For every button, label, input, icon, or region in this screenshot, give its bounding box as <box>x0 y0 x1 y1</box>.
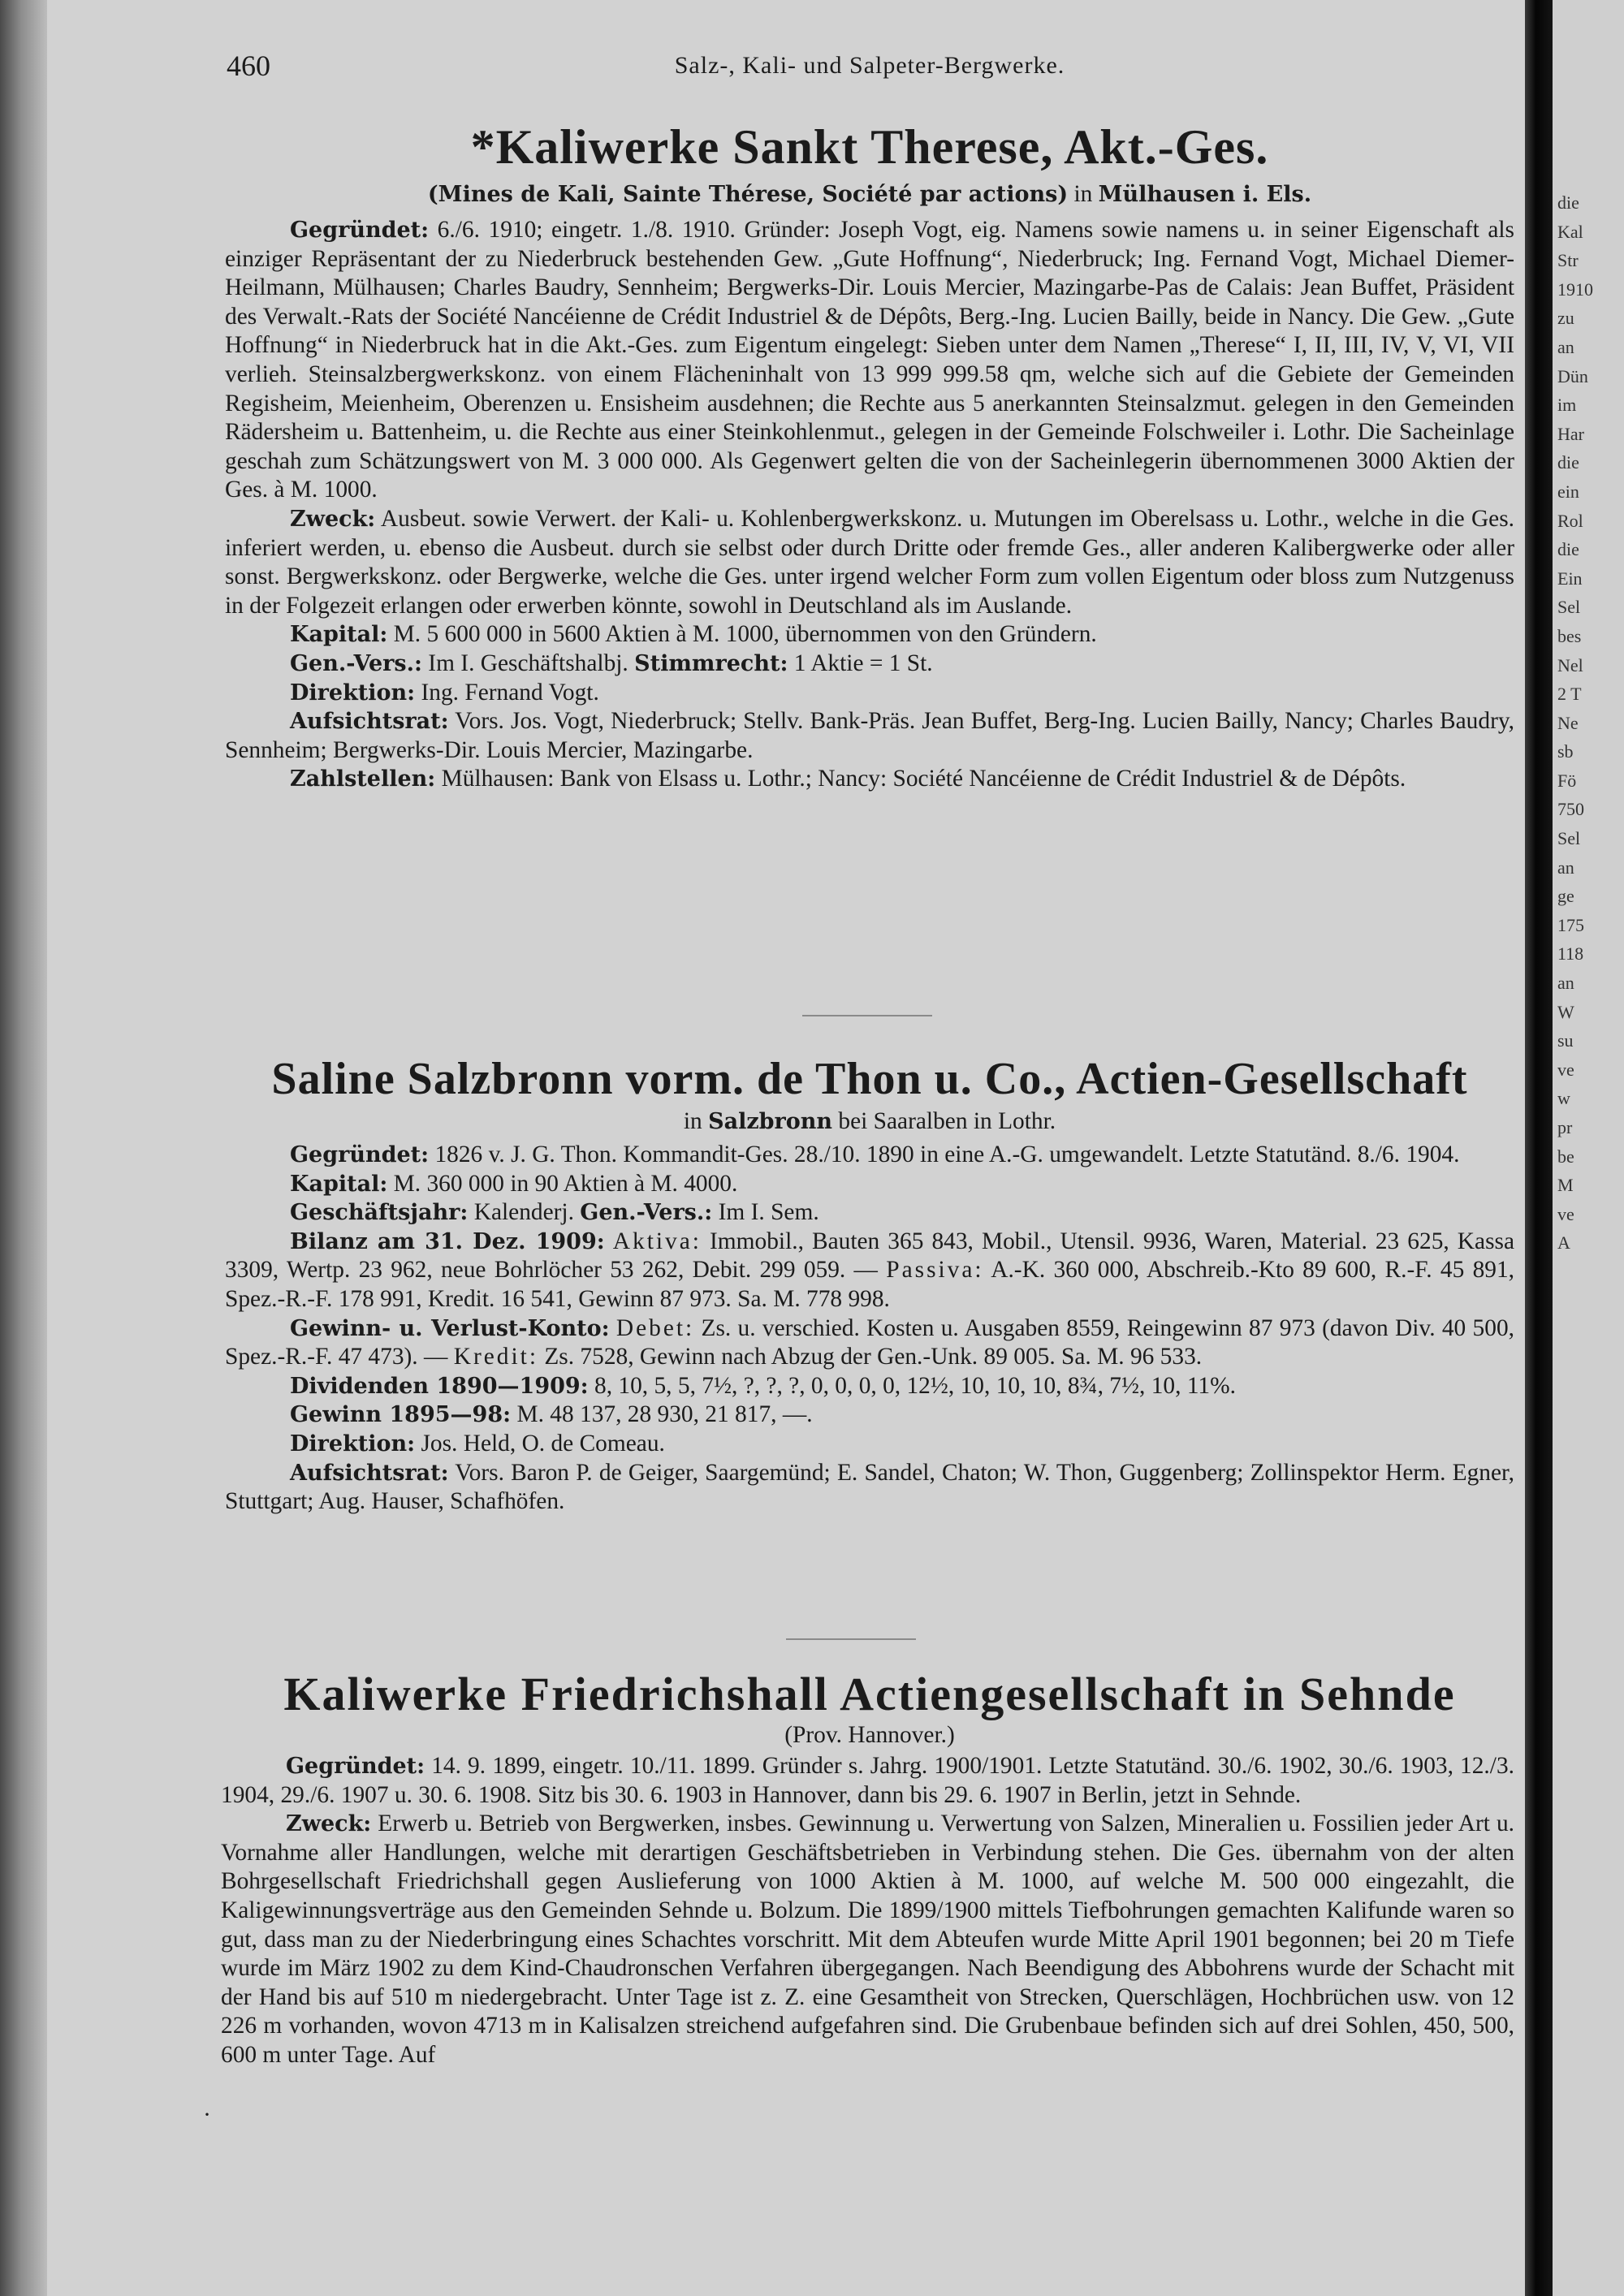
next-page-text-fragment: die Kal Str 1910 zu an Dün im Har die ein Rol die Ein Sel bes Nel 2 T Ne sb Fö 750 Sel an ge 175 118 an W su ve w pr be M ve A <box>1557 192 1593 1254</box>
company-body-kaliwerke-sankt-therese <box>225 216 1514 794</box>
entry-gen-vers: Gen.-Vers.: Im I. Geschäftshalbj. Stimmrecht: 1 Aktie = 1 St. <box>290 650 933 676</box>
entry-direktion: Direktion: Jos. Held, O. de Comeau. <box>290 1430 665 1457</box>
entry-kapital: Kapital: M. 360 000 in 90 Aktien à M. 4000. <box>290 1170 738 1197</box>
running-head <box>225 49 1514 81</box>
book-binding-edge <box>0 0 47 2296</box>
entry-dividenden: Dividenden 1890—1909: 8, 10, 5, 5, 7½, ?, ?, ?, 0, 0, 0, 0, 12½, 10, 10, 10, 8¾, 7½, 10, 11%. <box>290 1372 1236 1399</box>
entry-gegruendet: Gegründet: 1826 v. J. G. Thon. Kommandit-Ges. 28./10. 1890 in eine A.-G. umgewandelt. Letzte Statutänd. 8./6. 1904. <box>290 1142 1460 1167</box>
entry-aufsichtsrat: Aufsichtsrat: Vors. Baron P. de Geiger, Saargemünd; E. Sandel, Chaton; W. Thon, Guggenberg; Zollinspektor Herm. Egner, Stuttgart; Aug. Hauser, Schafhöfen. <box>225 1459 1514 1515</box>
entry-bilanz: Bilanz am 31. Dez. 1909: Aktiva: Immobil., Bauten 365 843, Mobil., Utensil. 9936, Waren, Material. 23 625, Kassa 3309, Wertp. 23 962, neue Bohrlöcher 53 262, Debit. 299 059. — Passiva: A.-K. 360 000, Abschreib.-Kto 89 600, R.-F. 45 891, Spez.-R.-F. 178 991, Kredit. 16 541, Gewinn 87 973. Sa. M. 778 998. <box>225 1228 1514 1312</box>
entry-aufsichtsrat: Aufsichtsrat: Vors. Jos. Vogt, Niederbruck; Stellv. Bank-Präs. Jean Buffet, Berg-Ing. Lucien Bailly, Nancy; Charles Baudry, Sennheim; Bergwerks-Dir. Louis Mercier, Mazingarbe. <box>225 708 1514 763</box>
entry-kapital: Kapital: M. 5 600 000 in 5600 Aktien à M. 1000, übernommen von den Gründern. <box>290 621 1097 648</box>
company-subtitle-saline-salzbronn: in Salzbronn bei Saaralben in Lothr. <box>683 1108 1056 1134</box>
margin-mark: · <box>203 2101 211 2128</box>
company-seat: Salzbronn <box>708 1109 833 1134</box>
entry-geschaeftsjahr: Geschäftsjahr: Kalenderj. Gen.-Vers.: Im I. Sem. <box>290 1199 819 1226</box>
entry-gewinn: Gewinn 1895—98: M. 48 137, 28 930, 21 817, —. <box>290 1401 813 1428</box>
company-title-kaliwerke-friedrichshall: Kaliwerke Friedrichshall Actiengesellschaft in Sehnde <box>283 1668 1456 1720</box>
company-title-kaliwerke-sankt-therese: *Kaliwerke Sankt Therese, Akt.-Ges. <box>470 120 1269 174</box>
running-title: Salz-, Kali- und Salpeter-Bergwerke. <box>674 52 1065 79</box>
section-divider <box>802 1015 932 1016</box>
company-body-kaliwerke-friedrichshall <box>221 1752 1514 2070</box>
book-gutter <box>1525 0 1553 2296</box>
company-title-saline-salzbronn: Saline Salzbronn vorm. de Thon u. Co., Actien-Gesellschaft <box>271 1054 1468 1104</box>
entry-zahlstellen: Zahlstellen: Mülhausen: Bank von Elsass u. Lothr.; Nancy: Société Nancéienne de Crédit Industriel & de Dépôts. <box>290 766 1406 792</box>
entry-zweck: Zweck: Ausbeut. sowie Verwert. der Kali- u. Kohlenbergwerkskonz. u. Mutungen im Oberelsass u. Lothr., welche in die Ges. inferiert werden, u. ebenso die Ausbeut. durch sie selbst oder durch Dritte oder fremde Ges., aller anderen Kalibergwerke oder aller sonst. Bergwerkskonz. oder Bergwerke, welche die Ges. unter irgend welcher Form zum vollen Eigentum oder bloss zum Nutzgenuss in der Folgezeit erlangen oder erwerben könnte, sowohl in Deutschland als im Auslande. <box>225 505 1514 619</box>
page-number: 460 <box>227 50 270 82</box>
company-subtitle-kaliwerke-sankt-therese: (Mines de Kali, Sainte Thérese, Société par actions) in Mülhausen i. Els. <box>427 181 1312 207</box>
company-body-saline-salzbronn <box>225 1141 1514 1517</box>
entry-gegruendet: Gegründet: 14. 9. 1899, eingetr. 10./11. 1899. Gründer s. Jahrg. 1900/1901. Letzte Statutänd. 30./6. 1902, 30./6. 1903, 12./3. 1904, 29./6. 1907 u. 30. 6. 1908. Sitz bis 30. 6. 1903 in Hannover, dann bis 29. 6. 1907 in Berlin, jetzt in Sehnde. <box>221 1753 1514 1808</box>
section-divider <box>786 1638 916 1640</box>
company-alt-name: (Mines de Kali, Sainte Thérese, Société par actions) <box>427 182 1069 207</box>
next-page-edge <box>1553 0 1624 2296</box>
entry-zweck: Zweck: Erwerb u. Betrieb von Bergwerken, insbes. Gewinnung u. Verwertung von Salzen, Mineralien u. Fossilien jeder Art u. Vornahme aller Handlungen, welche mit derartigen Geschäftsbetrieben in Verbindung stehen. Die Ges. übernahm von der alten Bohrgesellschaft Friedrichshall gegen Auslieferung von 1000 Aktien à M. 1000, auf welche M. 500 000 eingezahlt, die Kaligewinnungsverträge aus den Gemeinden Sehnde u. Bolzum. Die 1899/1900 mittels Tiefbohrungen gemachten Kalifunde waren so gut, dass man zu der Niederbringung eines Schachtes vorschritt. Mit dem Abteufen wurde Mitte April 1901 begonnen; bei 20 m Tiefe wurde im März 1902 zu dem Kind-Chaudronschen Verfahren übergegangen. Nach Beendigung des Abbohrens wurde der Schacht mit der Hand bis auf 510 m niedergebracht. Unter Tage ist z. Z. eine Gesamtheit von Strecken, Querschlägen, Hochbrüchen usw. von 12 226 m vorhanden, wovon 4713 m in Kalisalzen streichend aufgefahren sind. Die Grubenbaue befinden sich auf drei Sohlen, 450, 500, 600 m unter Tage. Auf <box>221 1810 1514 2068</box>
entry-gewinn-verlust-konto: Gewinn- u. Verlust-Konto: Debet: Zs. u. verschied. Kosten u. Ausgaben 8559, Reingewinn 87 973 (davon Div. 40 500, Spez.-R.-F. 47 473). — Kredit: Zs. 7528, Gewinn nach Abzug der Gen.-Unk. 89 005. Sa. M. 96 533. <box>225 1314 1514 1370</box>
company-subtitle-kaliwerke-friedrichshall: (Prov. Hannover.) <box>784 1722 955 1748</box>
entry-gegruendet: Gegründet: 6./6. 1910; eingetr. 1./8. 1910. Gründer: Joseph Vogt, eig. Namens sowie namens u. in seiner Eigenschaft als einziger Repräsentant der zu Niederbruck bestehenden Gew. „Gute Hoffnung“, Niederbruck; Ing. Fernand Vogt, Michael Diemer-Heilmann, Mülhausen; Charles Baudry, Sennheim; Bergwerks-Dir. Louis Mercier, Mazingarbe-Pas de Calais: Jean Buffet, Präsident des Verwalt.-Rats der Société Nancéienne de Crédit Industriel & de Dépôts, Berg.-Ing. Lucien Bailly, beide in Nancy. Die Gew. „Gute Hoffnung“ in Niederbruck hat in die Akt.-Ges. zum Eigentum eingelegt: Sieben unter dem Namen „Therese“ I, II, III, IV, V, VI, VII verlieh. Steinsalzbergwerkskonz. von einem Flächeninhalt von 13 999 999.58 qm, welche sich auf die Gebiete der Gemeinden Regisheim, Meienheim, Oberenzen u. Ensisheim ausdehnen; die Rechte aus 5 anerkannten Steinsalzmut. gelegen in den Gemeinden Rädersheim u. Battenheim, u. die Rechte aus einer Steinkohlenmut., gelegen in der Gemeinde Folschweiler i. Lothr. Die Sacheinlage geschah zum Schätzungswert von M. 3 000 000. Als Gegenwert gelten die von der Sacheinlegerin übernommenen 3000 Aktien der Ges. à M. 1000. <box>225 217 1514 503</box>
company-seat: Mülhausen i. Els. <box>1098 182 1312 207</box>
entry-direktion: Direktion: Ing. Fernand Vogt. <box>290 679 599 706</box>
